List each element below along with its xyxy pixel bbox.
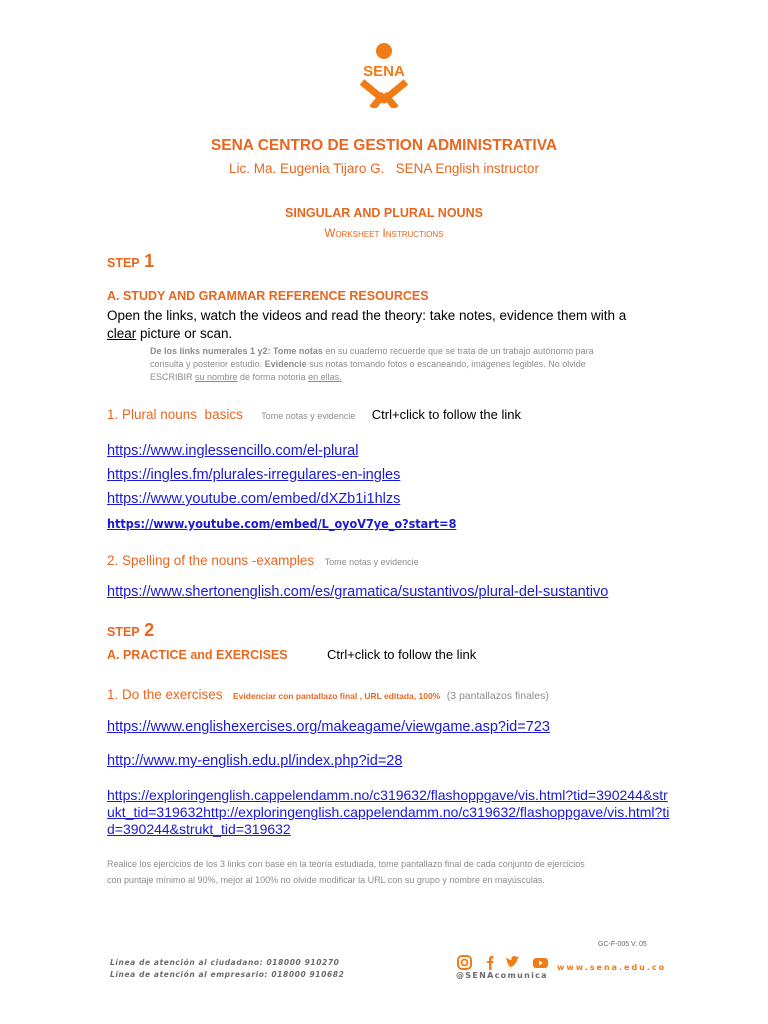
form-code: GC-F-005 V. 05	[598, 941, 647, 948]
step-label: STEP	[107, 256, 140, 270]
practice-note	[107, 856, 667, 888]
instagram-icon[interactable]	[458, 956, 471, 969]
spelling-hint: Tome notas y evidencie	[324, 557, 419, 567]
study-section-title: A. STUDY AND GRAMMAR REFERENCE RESOURCES	[107, 289, 429, 303]
spelling-row	[107, 552, 419, 570]
plural-basics-row	[107, 406, 521, 424]
social-icons	[457, 955, 549, 971]
link-youtube-2[interactable]: https://www.youtube.com/embed/L_oyoV7ye_o?start=8	[107, 516, 457, 531]
note-part: su nombre	[195, 372, 238, 382]
step-label: STEP	[107, 625, 140, 639]
study-note	[150, 345, 670, 384]
link-my-english[interactable]: http://www.my-english.edu.pl/index.php?id=28	[107, 753, 403, 769]
spelling-title: 2. Spelling of the nouns -examples	[107, 553, 315, 568]
do-exercises-row	[107, 686, 549, 704]
note-part: De los links numerales 1 y2: Tome notas	[150, 346, 323, 356]
note-part: consulta y posterior estudio.	[150, 359, 265, 369]
footer-phone-lines	[110, 957, 344, 981]
link-youtube-1[interactable]: https://www.youtube.com/embed/dXZb1i1hlzs	[107, 491, 401, 507]
link-inglessencillo[interactable]: https://www.inglessencillo.com/el-plural	[107, 443, 359, 459]
practice-note-line: con puntaje mínimo al 90%, mejor al 100% no olvide modificar la URL con su grupo y nombre en mayúsculas.	[107, 875, 545, 885]
instructions-text: Open the links, watch the videos and read the theory: take notes, evidence them with a	[107, 308, 627, 323]
link-englishexercises[interactable]: https://www.englishexercises.org/makeagame/viewgame.asp?id=723	[107, 719, 550, 735]
step-1-heading	[107, 251, 154, 272]
do-exercises-hint: Evidenciar con pantallazo final , URL editada, 100%	[233, 691, 441, 701]
long-link-line[interactable]: ukt_tid=319632http://exploringenglish.cappelendamm.no/c319632/flashoppgave/vis.html?ti	[107, 804, 670, 820]
twitter-icon[interactable]	[506, 956, 519, 967]
note-part: Evidencie	[264, 359, 307, 369]
link-shertonenglish[interactable]: https://www.shertonenglish.com/es/gramatica/sustantivos/plural-del-sustantivo	[107, 584, 609, 600]
instructor-line: Lic. Ma. Eugenia Tijaro G. SENA English instructor	[229, 161, 539, 176]
link-ingles-fm[interactable]: https://ingles.fm/plurales-irregulares-en-ingles	[107, 467, 401, 483]
website[interactable]: www.sena.edu.co	[557, 963, 667, 972]
social-handle: @SENAcomunica	[456, 971, 548, 980]
facebook-icon[interactable]	[487, 956, 494, 970]
long-link-line[interactable]: https://exploringenglish.cappelendamm.no/c319632/flashoppgave/vis.html?tid=390244&str	[107, 787, 668, 803]
citizen-line: Línea de atención al ciudadano: 018000 910270	[110, 958, 340, 967]
youtube-icon[interactable]	[533, 958, 548, 968]
logo-text: SENA	[363, 63, 405, 80]
sena-logo	[354, 42, 414, 108]
practice-ctrl-hint: Ctrl+click to follow the link	[327, 647, 477, 662]
study-instructions	[107, 307, 667, 343]
plural-basics-hint: Tome notas y evidencie	[261, 411, 356, 421]
plural-basics-title: 1. Plural nouns basics	[107, 407, 243, 422]
practice-section-title: A. PRACTICE and EXERCISES	[107, 648, 288, 662]
note-part: en ellas.	[308, 372, 342, 382]
note-part: de forma notoria	[237, 372, 309, 382]
institution-title: SENA CENTRO DE GESTION ADMINISTRATIVA	[210, 137, 558, 154]
practice-note-line: Realice los ejercicios de los 3 links con base en la teoría estudiada, tome pantallazo final de cada conjunto de ejercicios	[107, 859, 585, 869]
worksheet-subtitle: Worksheet Instructions	[324, 228, 444, 240]
do-exercises-hint-extra: (3 pantallazos finales)	[446, 690, 549, 702]
do-exercises-title: 1. Do the exercises	[107, 687, 223, 702]
link-exploringenglish[interactable]	[107, 787, 670, 838]
business-line: Línea de atención al empresario: 018000 910682	[110, 970, 345, 979]
step-2-heading	[107, 620, 154, 641]
long-link-line[interactable]: d=390244&strukt_tid=319632	[107, 821, 291, 837]
note-part: sus notas tomando fotos o escaneando, imágenes legibles. No olvide	[306, 359, 586, 369]
note-part: en su cuaderno recuerde que se trata de un trabajo autónomo para	[322, 346, 594, 356]
worksheet-title: SINGULAR AND PLURAL NOUNS	[285, 206, 483, 220]
step-number: 2	[144, 620, 155, 640]
instructions-tail: picture or scan.	[136, 326, 233, 341]
ctrl-click-hint: Ctrl+click to follow the link	[371, 407, 521, 422]
instructions-clear: clear	[107, 326, 137, 341]
note-part: ESCRIBIR	[150, 372, 196, 382]
step-number: 1	[144, 251, 155, 271]
